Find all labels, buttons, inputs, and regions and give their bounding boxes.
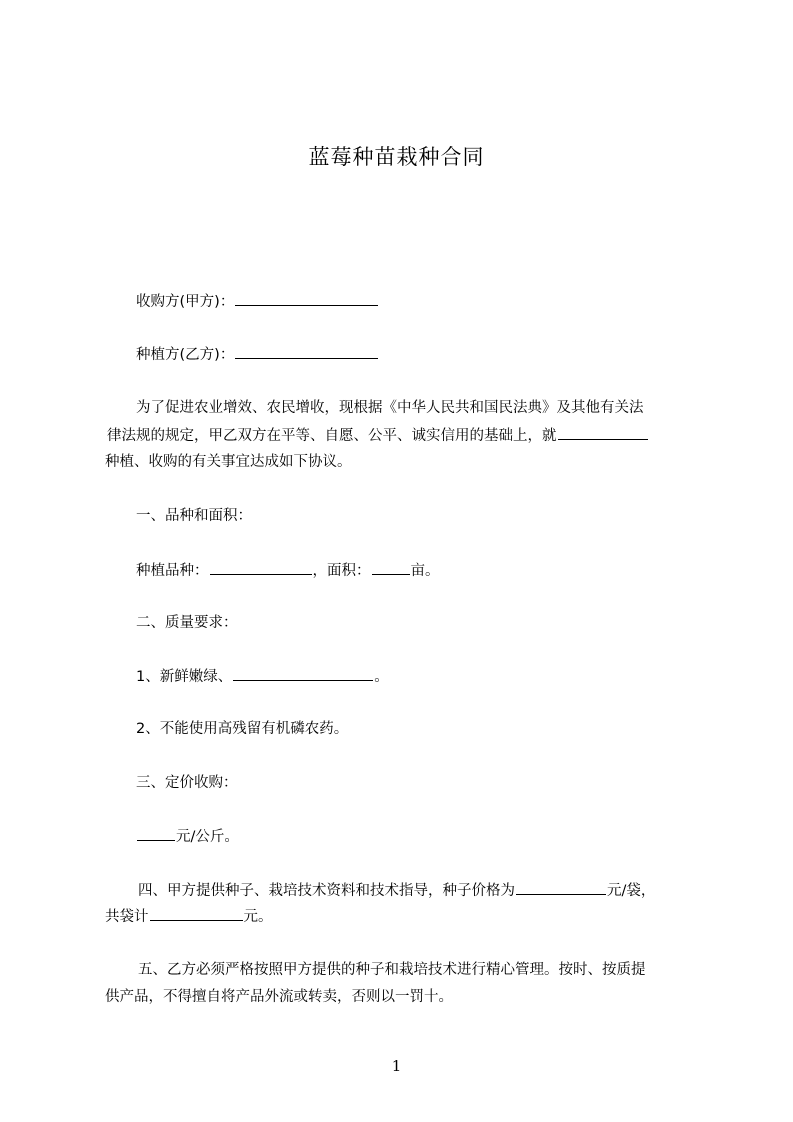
intro-line-1: 为了促进农业增效、农民增收，现根据《中华人民共和国民法典》及其他有关法 — [136, 400, 644, 416]
section-5-line-2: 供产品，不得擅自将产品外流或转卖，否则以一罚十。 — [105, 989, 453, 1005]
seed-price-blank — [516, 880, 606, 895]
section-3-heading: 三、定价收购： — [136, 775, 238, 791]
quality-item-1 — [136, 666, 389, 687]
party-a-line — [136, 291, 379, 312]
section-1-heading: 一、品种和面积： — [136, 508, 252, 524]
quality-item-2: 2、不能使用高残留有机磷农药。 — [136, 721, 349, 737]
section-4-line-1 — [138, 880, 655, 901]
page-number: 1 — [391, 1057, 402, 1075]
area-unit: 亩。 — [410, 563, 440, 579]
section-1-variety-line — [136, 560, 440, 581]
quality-item-1-prefix: 1、新鲜嫩绿、 — [136, 669, 233, 685]
intro-crop-blank — [558, 425, 648, 440]
quality-item-1-blank — [233, 666, 373, 681]
seed-total-blank — [150, 906, 243, 921]
party-b-blank — [235, 344, 378, 359]
section-2-heading: 二、质量要求： — [136, 615, 238, 631]
price-unit: 元/公斤。 — [176, 829, 239, 845]
variety-blank — [210, 560, 312, 575]
section-5-line-1: 五、乙方必须严格按照甲方提供的种子和栽培技术进行精心管理。按时、按质提 — [138, 962, 646, 978]
intro-line-3: 种植、收购的有关事宜达成如下协议。 — [105, 454, 352, 470]
party-a-blank — [235, 291, 378, 306]
party-b-label: 种植方(乙方)： — [136, 347, 235, 363]
intro-line-2 — [107, 425, 649, 446]
variety-label: 种植品种： — [136, 563, 209, 579]
section-4-line-2-prefix: 共袋计 — [105, 909, 149, 925]
section-4-line-1-suffix: 元/袋， — [607, 883, 656, 899]
document-title: 蓝莓种苗栽种合同 — [308, 145, 485, 169]
section-4-line-1-prefix: 四、甲方提供种子、栽培技术资料和技术指导，种子价格为 — [138, 883, 515, 899]
area-label: ，面积： — [312, 563, 371, 579]
area-blank — [372, 560, 410, 575]
intro-line-2-text: 律法规的规定，甲乙双方在平等、自愿、公平、诚实信用的基础上，就 — [107, 428, 557, 444]
party-b-line — [136, 344, 379, 365]
section-4-line-2 — [105, 906, 273, 927]
price-line — [136, 826, 239, 847]
price-blank — [137, 826, 175, 841]
party-a-label: 收购方(甲方)： — [136, 294, 235, 310]
section-4-line-2-suffix: 元。 — [243, 909, 273, 925]
quality-item-1-suffix: 。 — [374, 669, 389, 685]
